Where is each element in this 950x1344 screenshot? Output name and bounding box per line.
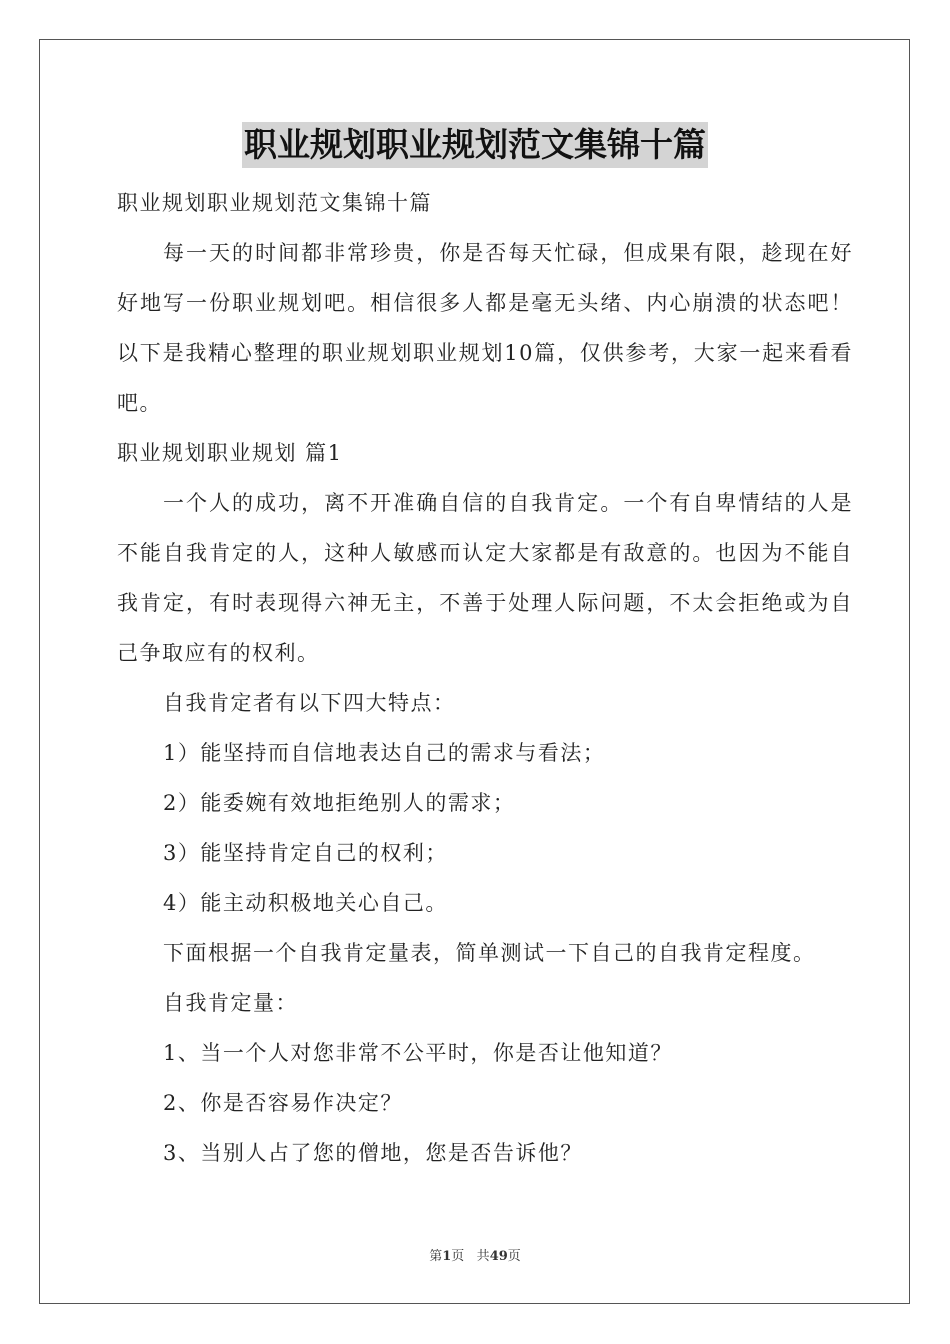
question-item: 3、当别人占了您的僧地，您是否告诉他？ (163, 1141, 583, 1165)
question-item: 1、当一个人对您非常不公平时，你是否让他知道？ (163, 1041, 673, 1065)
total-suffix: 页 (507, 1249, 521, 1264)
scale-heading: 自我肯定量： (163, 991, 298, 1015)
page-prefix: 第 (429, 1249, 443, 1264)
scale-intro: 下面根据一个自我肯定量表，简单测试一下自己的自我肯定程度。 (163, 941, 816, 965)
subtitle-line: 职业规划职业规划范文集锦十篇 (117, 191, 432, 215)
feature-item: 1）能坚持而自信地表达自己的需求与看法； (163, 741, 606, 765)
section-heading: 职业规划职业规划 篇1 (117, 441, 343, 465)
feature-item: 2）能委婉有效地拒绝别人的需求； (163, 791, 516, 815)
total-pages: 49 (489, 1249, 508, 1264)
feature-item: 3）能坚持肯定自己的权利； (163, 841, 448, 865)
page-number: 1 (442, 1249, 452, 1264)
features-intro: 自我肯定者有以下四大特点： (163, 691, 456, 715)
page-suffix: 页 (451, 1249, 465, 1264)
document-body (117, 178, 853, 1178)
intro-paragraph: 每一天的时间都非常珍贵，你是否每天忙碌，但成果有限，趁现在好好地写一份职业规划吧。相信很多人都是毫无头绪、内心崩溃的状态吧！以下是我精心整理的职业规划职业规划10篇，仅供参考，大家一起来看看吧。 (117, 241, 853, 415)
document-title-text: 职业规划职业规划范文集锦十篇 (242, 122, 708, 168)
feature-item: 4）能主动积极地关心自己。 (163, 891, 448, 915)
document-title (0, 122, 950, 168)
total-prefix: 共 (476, 1249, 490, 1264)
body-paragraph: 一个人的成功，离不开准确自信的自我肯定。一个有自卑情结的人是不能自我肯定的人，这种人敏感而认定大家都是有敌意的。也因为不能自我肯定，有时表现得六神无主，不善于处理人际问题，不太会拒绝或为自己争取应有的权利。 (117, 491, 853, 665)
question-item: 2、你是否容易作决定？ (163, 1091, 403, 1115)
page-footer (0, 1245, 950, 1264)
